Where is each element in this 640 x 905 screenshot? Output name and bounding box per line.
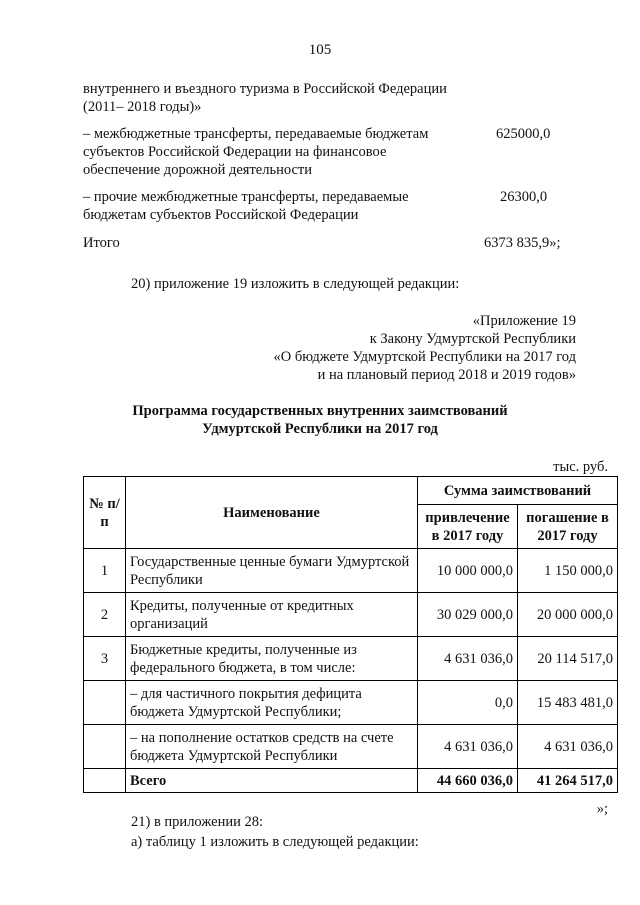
appendix-line-3: «О бюджете Удмуртской Республики на 2017 год — [273, 349, 576, 365]
row-borrow: 4 631 036,0 — [418, 725, 518, 769]
row-borrow: 0,0 — [418, 681, 518, 725]
total-label: Итого — [83, 235, 120, 251]
borrowing-table — [83, 476, 618, 793]
row-repay: 15 483 481,0 — [518, 681, 618, 725]
appendix-line-2: к Закону Удмуртской Республики — [369, 331, 576, 347]
paragraph-21: 21) в приложении 28: — [131, 814, 264, 830]
total-repay: 41 264 517,0 — [518, 769, 618, 793]
header-sum: Сумма заимствований — [418, 477, 618, 505]
table-row — [84, 637, 618, 681]
item-1-amount: 625000,0 — [496, 126, 551, 142]
appendix-line-4: и на плановый период 2018 и 2019 годов» — [317, 367, 576, 383]
intro-line-2: (2011– 2018 годы)» — [83, 99, 202, 115]
row-borrow: 30 029 000,0 — [418, 593, 518, 637]
row-repay: 20 000 000,0 — [518, 593, 618, 637]
row-name: – для частичного покрытия дефицита бюджета Удмуртской Республики; — [126, 681, 418, 725]
page-number: 105 — [308, 42, 332, 58]
table-row — [84, 681, 618, 725]
header-repay: погашение в 2017 году — [518, 505, 618, 549]
table-row — [84, 549, 618, 593]
total-num — [84, 769, 126, 793]
title-line-1: Программа государственных внутренних заимствований — [132, 403, 508, 419]
title-line-2: Удмуртской Республики на 2017 год — [202, 421, 438, 437]
row-num — [84, 725, 126, 769]
table-closing-quote: »; — [596, 801, 608, 817]
table-total-row — [84, 769, 618, 793]
header-name: Наименование — [126, 477, 418, 549]
table-row — [84, 725, 618, 769]
header-borrow: привлечение в 2017 году — [418, 505, 518, 549]
row-repay: 20 114 517,0 — [518, 637, 618, 681]
row-name: Кредиты, полученные от кредитных организаций — [126, 593, 418, 637]
item-1-line-1: – межбюджетные трансферты, передаваемые бюджетам — [83, 126, 429, 142]
row-repay: 1 150 000,0 — [518, 549, 618, 593]
row-num: 3 — [84, 637, 126, 681]
item-1-line-3: обеспечение дорожной деятельности — [83, 162, 312, 178]
total-name: Всего — [126, 769, 418, 793]
row-num: 2 — [84, 593, 126, 637]
row-borrow: 4 631 036,0 — [418, 637, 518, 681]
row-borrow: 10 000 000,0 — [418, 549, 518, 593]
item-1-line-2: субъектов Российской Федерации на финансовое — [83, 144, 387, 160]
item-2-amount: 26300,0 — [500, 189, 548, 205]
item-2-line-2: бюджетам субъектов Российской Федерации — [83, 207, 359, 223]
total-amount: 6373 835,9»; — [484, 235, 561, 251]
total-borrow: 44 660 036,0 — [418, 769, 518, 793]
unit-label: тыс. руб. — [553, 459, 608, 475]
paragraph-20: 20) приложение 19 изложить в следующей редакции: — [131, 276, 460, 292]
row-name: Бюджетные кредиты, полученные из федерального бюджета, в том числе: — [126, 637, 418, 681]
paragraph-21a: а) таблицу 1 изложить в следующей редакции: — [131, 834, 419, 850]
header-num: № п/п — [84, 477, 126, 549]
row-num — [84, 681, 126, 725]
item-2-line-1: – прочие межбюджетные трансферты, передаваемые — [83, 189, 409, 205]
appendix-line-1: «Приложение 19 — [472, 313, 576, 329]
row-name: Государственные ценные бумаги Удмуртской Республики — [126, 549, 418, 593]
row-repay: 4 631 036,0 — [518, 725, 618, 769]
table-row — [84, 593, 618, 637]
row-num: 1 — [84, 549, 126, 593]
row-name: – на пополнение остатков средств на счете бюджета Удмуртской Республики — [126, 725, 418, 769]
intro-line-1: внутреннего и въездного туризма в Российской Федерации — [83, 81, 447, 97]
